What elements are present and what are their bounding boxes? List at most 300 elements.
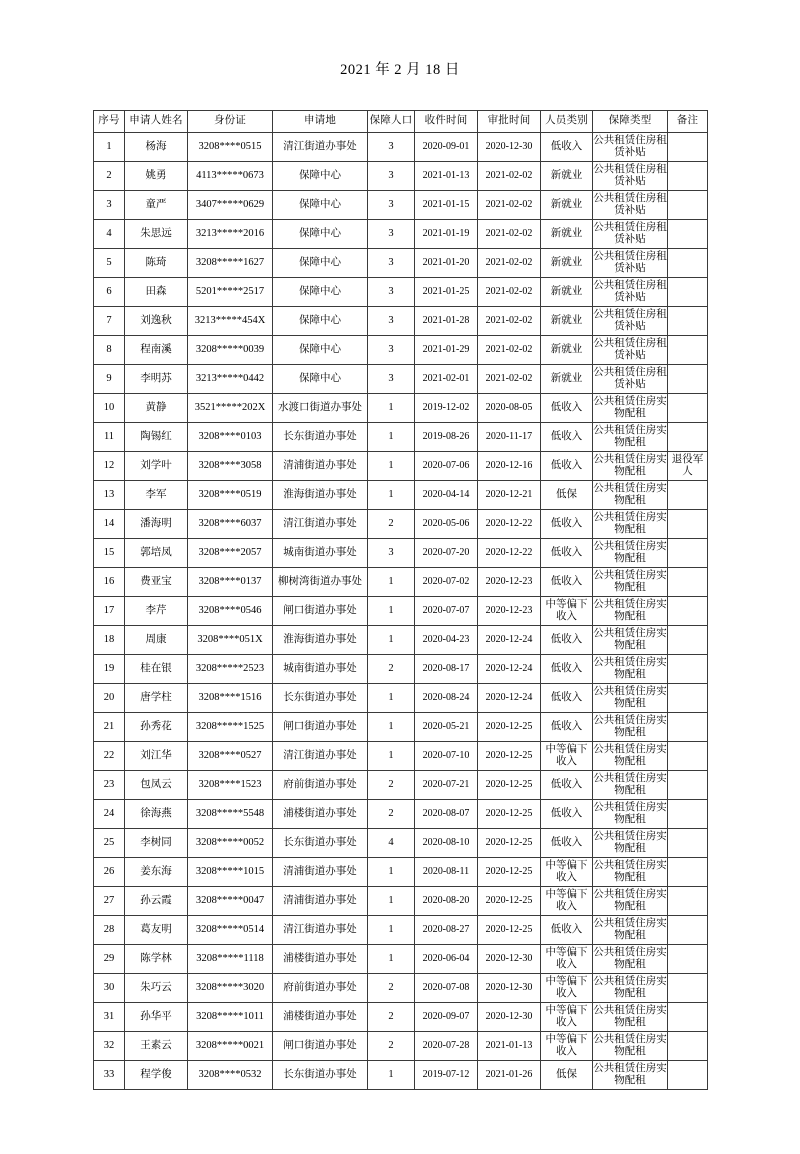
cell-type: 公共租赁住房实物配租 [593,887,668,916]
cell-population: 1 [368,423,415,452]
cell-population: 1 [368,452,415,481]
cell-name: 潘海明 [125,510,188,539]
cell-category: 低收入 [541,829,593,858]
cell-place: 水渡口街道办事处 [273,394,368,423]
cell-type: 公共租赁住房实物配租 [593,452,668,481]
cell-place: 长东街道办事处 [273,684,368,713]
cell-received: 2020-07-28 [415,1032,478,1061]
cell-population: 2 [368,510,415,539]
table-row [94,974,708,1003]
table-row [94,626,708,655]
cell-type: 公共租赁住房实物配租 [593,568,668,597]
cell-id: 3213*****0442 [188,365,273,394]
cell-note [668,162,708,191]
cell-approved: 2020-12-25 [478,916,541,945]
cell-approved: 2021-02-02 [478,278,541,307]
cell-seq: 1 [94,133,125,162]
cell-note [668,974,708,1003]
cell-received: 2020-07-10 [415,742,478,771]
cell-note [668,1003,708,1032]
cell-received: 2020-08-24 [415,684,478,713]
cell-name: 周康 [125,626,188,655]
table-row [94,916,708,945]
cell-note [668,307,708,336]
cell-place: 保障中心 [273,336,368,365]
cell-id: 3208*****1118 [188,945,273,974]
column-header-approved: 审批时间 [478,111,541,133]
cell-received: 2021-01-25 [415,278,478,307]
cell-seq: 9 [94,365,125,394]
cell-name: 童严 [125,191,188,220]
cell-approved: 2020-12-16 [478,452,541,481]
cell-population: 3 [368,336,415,365]
cell-note [668,713,708,742]
cell-note [668,1032,708,1061]
table-row [94,162,708,191]
cell-received: 2021-01-13 [415,162,478,191]
cell-received: 2019-12-02 [415,394,478,423]
cell-name: 孙华平 [125,1003,188,1032]
cell-type: 公共租赁住房租赁补贴 [593,336,668,365]
cell-population: 1 [368,626,415,655]
cell-approved: 2020-12-21 [478,481,541,510]
cell-id: 3208*****1011 [188,1003,273,1032]
cell-category: 低收入 [541,133,593,162]
cell-population: 1 [368,945,415,974]
cell-population: 3 [368,539,415,568]
cell-seq: 21 [94,713,125,742]
cell-seq: 24 [94,800,125,829]
cell-population: 3 [368,307,415,336]
cell-place: 浦楼街道办事处 [273,800,368,829]
cell-id: 3208****1516 [188,684,273,713]
cell-seq: 8 [94,336,125,365]
column-header-received: 收件时间 [415,111,478,133]
table-row [94,539,708,568]
cell-received: 2020-04-14 [415,481,478,510]
cell-seq: 6 [94,278,125,307]
applicant-registry-table-wrap [93,110,707,1090]
cell-category: 低收入 [541,510,593,539]
cell-id: 3208*****3020 [188,974,273,1003]
table-row [94,336,708,365]
cell-note [668,597,708,626]
cell-note [668,191,708,220]
column-header-name: 申请人姓名 [125,111,188,133]
cell-approved: 2021-02-02 [478,191,541,220]
table-row [94,568,708,597]
cell-approved: 2021-01-13 [478,1032,541,1061]
cell-category: 新就业 [541,220,593,249]
cell-name: 陈琦 [125,249,188,278]
cell-place: 清浦街道办事处 [273,887,368,916]
cell-category: 低收入 [541,800,593,829]
cell-type: 公共租赁住房实物配租 [593,423,668,452]
cell-place: 保障中心 [273,278,368,307]
cell-population: 1 [368,858,415,887]
table-row [94,945,708,974]
cell-place: 保障中心 [273,249,368,278]
cell-id: 3208*****1627 [188,249,273,278]
cell-name: 李芹 [125,597,188,626]
table-row [94,771,708,800]
cell-approved: 2021-02-02 [478,365,541,394]
cell-name: 徐海燕 [125,800,188,829]
cell-seq: 20 [94,684,125,713]
cell-category: 中等偏下收入 [541,597,593,626]
table-row [94,423,708,452]
column-header-seq: 序号 [94,111,125,133]
cell-category: 新就业 [541,278,593,307]
cell-name: 田森 [125,278,188,307]
cell-id: 3208****051X [188,626,273,655]
cell-population: 2 [368,800,415,829]
table-row [94,191,708,220]
cell-seq: 32 [94,1032,125,1061]
cell-note [668,742,708,771]
column-header-type: 保障类型 [593,111,668,133]
table-header-row [94,111,708,133]
cell-type: 公共租赁住房实物配租 [593,829,668,858]
cell-approved: 2020-12-30 [478,133,541,162]
cell-note [668,220,708,249]
cell-place: 清江街道办事处 [273,510,368,539]
cell-type: 公共租赁住房实物配租 [593,916,668,945]
cell-id: 3521*****202X [188,394,273,423]
cell-population: 3 [368,220,415,249]
cell-approved: 2020-12-30 [478,1003,541,1032]
cell-type: 公共租赁住房租赁补贴 [593,249,668,278]
cell-name: 陶锡红 [125,423,188,452]
cell-seq: 13 [94,481,125,510]
cell-place: 城南街道办事处 [273,539,368,568]
cell-place: 清江街道办事处 [273,916,368,945]
cell-category: 新就业 [541,336,593,365]
cell-place: 闸口街道办事处 [273,713,368,742]
cell-received: 2020-07-07 [415,597,478,626]
cell-approved: 2020-12-23 [478,597,541,626]
cell-note [668,278,708,307]
cell-approved: 2021-02-02 [478,220,541,249]
table-row [94,452,708,481]
cell-name: 朱思远 [125,220,188,249]
cell-type: 公共租赁住房租赁补贴 [593,365,668,394]
cell-type: 公共租赁住房实物配租 [593,742,668,771]
cell-received: 2020-07-21 [415,771,478,800]
cell-category: 新就业 [541,162,593,191]
cell-type: 公共租赁住房租赁补贴 [593,133,668,162]
cell-id: 3213*****2016 [188,220,273,249]
cell-note [668,887,708,916]
cell-category: 新就业 [541,365,593,394]
cell-approved: 2020-11-17 [478,423,541,452]
cell-type: 公共租赁住房租赁补贴 [593,307,668,336]
cell-seq: 15 [94,539,125,568]
cell-received: 2020-05-06 [415,510,478,539]
cell-approved: 2021-02-02 [478,162,541,191]
cell-category: 低收入 [541,423,593,452]
column-header-category: 人员类别 [541,111,593,133]
table-row [94,510,708,539]
cell-note [668,684,708,713]
cell-name: 陈学林 [125,945,188,974]
cell-name: 王素云 [125,1032,188,1061]
cell-place: 清浦街道办事处 [273,452,368,481]
cell-population: 2 [368,1003,415,1032]
cell-place: 保障中心 [273,365,368,394]
cell-name: 费亚宝 [125,568,188,597]
cell-population: 1 [368,916,415,945]
cell-note [668,829,708,858]
cell-name: 唐学柱 [125,684,188,713]
cell-received: 2020-07-08 [415,974,478,1003]
cell-approved: 2020-12-25 [478,829,541,858]
cell-place: 柳树湾街道办事处 [273,568,368,597]
cell-approved: 2020-12-30 [478,974,541,1003]
cell-id: 3208****0546 [188,597,273,626]
cell-received: 2020-09-07 [415,1003,478,1032]
column-header-place: 申请地 [273,111,368,133]
cell-note [668,800,708,829]
cell-place: 府前街道办事处 [273,771,368,800]
table-row [94,249,708,278]
table-row [94,858,708,887]
cell-type: 公共租赁住房实物配租 [593,713,668,742]
cell-seq: 27 [94,887,125,916]
cell-type: 公共租赁住房租赁补贴 [593,191,668,220]
cell-population: 1 [368,394,415,423]
table-row [94,597,708,626]
cell-approved: 2020-12-22 [478,510,541,539]
cell-seq: 5 [94,249,125,278]
cell-type: 公共租赁住房实物配租 [593,800,668,829]
cell-category: 中等偏下收入 [541,742,593,771]
table-row [94,365,708,394]
cell-note [668,394,708,423]
cell-name: 李明苏 [125,365,188,394]
cell-note [668,945,708,974]
cell-seq: 22 [94,742,125,771]
table-row [94,307,708,336]
cell-name: 刘学叶 [125,452,188,481]
cell-name: 刘江华 [125,742,188,771]
cell-type: 公共租赁住房实物配租 [593,1061,668,1090]
cell-place: 闸口街道办事处 [273,1032,368,1061]
cell-approved: 2020-12-25 [478,742,541,771]
cell-approved: 2021-01-26 [478,1061,541,1090]
cell-category: 低保 [541,481,593,510]
cell-note [668,858,708,887]
cell-category: 低收入 [541,626,593,655]
cell-population: 1 [368,481,415,510]
cell-type: 公共租赁住房实物配租 [593,394,668,423]
cell-seq: 10 [94,394,125,423]
cell-place: 淮海街道办事处 [273,626,368,655]
cell-approved: 2020-12-24 [478,655,541,684]
cell-received: 2020-08-20 [415,887,478,916]
cell-id: 3208****0532 [188,1061,273,1090]
cell-category: 新就业 [541,307,593,336]
cell-note [668,1061,708,1090]
cell-note [668,133,708,162]
cell-id: 3208*****1525 [188,713,273,742]
cell-received: 2021-02-01 [415,365,478,394]
cell-place: 淮海街道办事处 [273,481,368,510]
cell-seq: 33 [94,1061,125,1090]
cell-category: 低收入 [541,394,593,423]
table-row [94,742,708,771]
cell-category: 中等偏下收入 [541,945,593,974]
cell-seq: 18 [94,626,125,655]
cell-population: 2 [368,655,415,684]
cell-id: 3208****3058 [188,452,273,481]
cell-received: 2020-06-04 [415,945,478,974]
cell-type: 公共租赁住房实物配租 [593,510,668,539]
table-body [94,133,708,1090]
cell-type: 公共租赁住房实物配租 [593,945,668,974]
cell-population: 1 [368,1061,415,1090]
cell-population: 3 [368,191,415,220]
cell-name: 李树同 [125,829,188,858]
cell-id: 3208****0515 [188,133,273,162]
cell-seq: 12 [94,452,125,481]
cell-population: 3 [368,133,415,162]
cell-category: 低收入 [541,771,593,800]
cell-name: 葛友明 [125,916,188,945]
cell-id: 3208*****1015 [188,858,273,887]
cell-type: 公共租赁住房实物配租 [593,597,668,626]
document-date: 2021 年 2 月 18 日 [340,62,460,78]
cell-seq: 29 [94,945,125,974]
cell-place: 清浦街道办事处 [273,858,368,887]
cell-seq: 31 [94,1003,125,1032]
cell-id: 3208****2057 [188,539,273,568]
cell-seq: 17 [94,597,125,626]
cell-received: 2020-05-21 [415,713,478,742]
cell-id: 3208****6037 [188,510,273,539]
cell-category: 新就业 [541,191,593,220]
cell-category: 中等偏下收入 [541,858,593,887]
cell-category: 低收入 [541,655,593,684]
cell-note [668,336,708,365]
cell-id: 3208****0103 [188,423,273,452]
cell-place: 城南街道办事处 [273,655,368,684]
cell-population: 1 [368,742,415,771]
cell-received: 2020-07-20 [415,539,478,568]
cell-seq: 4 [94,220,125,249]
cell-seq: 14 [94,510,125,539]
cell-place: 保障中心 [273,220,368,249]
cell-seq: 28 [94,916,125,945]
cell-place: 浦楼街道办事处 [273,1003,368,1032]
cell-received: 2021-01-19 [415,220,478,249]
cell-category: 中等偏下收入 [541,1032,593,1061]
cell-note [668,510,708,539]
table-row [94,481,708,510]
cell-id: 4113*****0673 [188,162,273,191]
cell-name: 朱巧云 [125,974,188,1003]
cell-place: 保障中心 [273,191,368,220]
cell-type: 公共租赁住房实物配租 [593,481,668,510]
cell-received: 2021-01-15 [415,191,478,220]
cell-approved: 2020-12-22 [478,539,541,568]
table-row [94,713,708,742]
cell-population: 3 [368,278,415,307]
cell-population: 1 [368,684,415,713]
cell-name: 孙云霞 [125,887,188,916]
cell-name: 程学俊 [125,1061,188,1090]
cell-note [668,481,708,510]
cell-seq: 26 [94,858,125,887]
cell-type: 公共租赁住房实物配租 [593,771,668,800]
cell-population: 4 [368,829,415,858]
cell-place: 浦楼街道办事处 [273,945,368,974]
cell-name: 桂在银 [125,655,188,684]
cell-population: 1 [368,887,415,916]
cell-approved: 2021-02-02 [478,336,541,365]
column-header-note: 备注 [668,111,708,133]
cell-population: 1 [368,568,415,597]
cell-id: 3208****0519 [188,481,273,510]
cell-name: 杨海 [125,133,188,162]
cell-note [668,771,708,800]
cell-category: 新就业 [541,249,593,278]
table-row [94,800,708,829]
cell-id: 5201*****2517 [188,278,273,307]
cell-category: 低收入 [541,568,593,597]
cell-id: 3208*****0039 [188,336,273,365]
cell-approved: 2020-12-25 [478,887,541,916]
cell-name: 姚勇 [125,162,188,191]
table-row [94,394,708,423]
cell-name: 孙秀花 [125,713,188,742]
column-header-population: 保障人口 [368,111,415,133]
cell-received: 2020-08-27 [415,916,478,945]
cell-population: 3 [368,365,415,394]
cell-received: 2019-08-26 [415,423,478,452]
cell-id: 3407*****0629 [188,191,273,220]
cell-name: 包凤云 [125,771,188,800]
column-header-id: 身份证 [188,111,273,133]
table-row [94,278,708,307]
cell-place: 保障中心 [273,162,368,191]
table-row [94,887,708,916]
cell-received: 2021-01-28 [415,307,478,336]
cell-name: 姜东海 [125,858,188,887]
cell-received: 2020-09-01 [415,133,478,162]
cell-type: 公共租赁住房租赁补贴 [593,278,668,307]
cell-seq: 25 [94,829,125,858]
cell-id: 3213*****454X [188,307,273,336]
cell-type: 公共租赁住房租赁补贴 [593,162,668,191]
cell-category: 中等偏下收入 [541,1003,593,1032]
cell-population: 2 [368,974,415,1003]
cell-name: 李军 [125,481,188,510]
cell-category: 低收入 [541,539,593,568]
cell-seq: 23 [94,771,125,800]
cell-category: 中等偏下收入 [541,887,593,916]
cell-id: 3208*****0021 [188,1032,273,1061]
cell-type: 公共租赁住房实物配租 [593,974,668,1003]
table-row [94,655,708,684]
cell-place: 长东街道办事处 [273,1061,368,1090]
cell-type: 公共租赁住房实物配租 [593,655,668,684]
cell-name: 程南溪 [125,336,188,365]
cell-received: 2020-08-17 [415,655,478,684]
cell-note [668,626,708,655]
cell-place: 保障中心 [273,307,368,336]
cell-population: 2 [368,771,415,800]
